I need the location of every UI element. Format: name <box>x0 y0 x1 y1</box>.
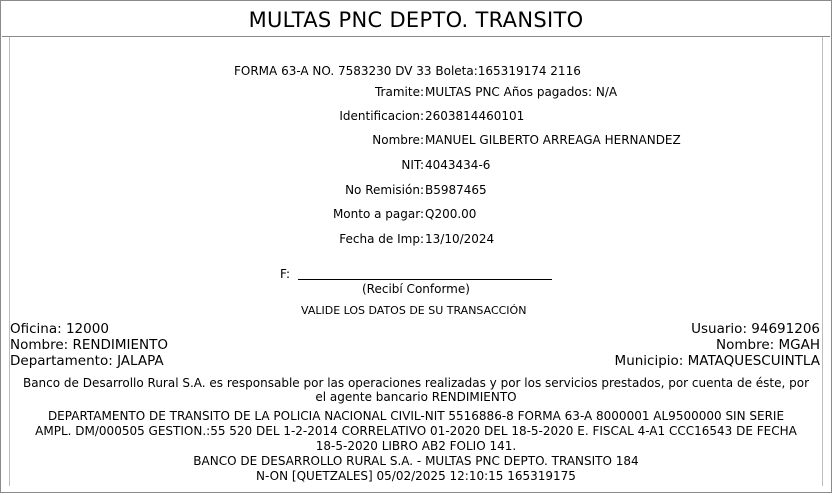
municipio: Municipio: MATAQUESCUINTLA <box>614 353 820 369</box>
signature-caption: (Recibí Conforme) <box>362 282 470 296</box>
nit-label: NIT: <box>401 158 424 172</box>
form-line: FORMA 63-A NO. 7583230 DV 33 Boleta:165319174 2116 <box>234 64 581 78</box>
fecha-imp-label: Fecha de Imp: <box>339 232 424 246</box>
nombre-label: Nombre: <box>372 133 424 147</box>
footer-line-4: BANCO DE DESARROLLO RURAL S.A. - MULTAS PNC DEPTO. TRANSITO 184 <box>193 454 639 468</box>
departamento: Departamento: JALAPA <box>10 353 164 369</box>
nombre-usuario: Nombre: MGAH <box>716 337 820 353</box>
footer-line-3: 18-5-2020 LIBRO AB2 FOLIO 141. <box>315 439 517 453</box>
validate-notice: VALIDE LOS DATOS DE SU TRANSACCIÓN <box>301 304 527 317</box>
tramite-value: MULTAS PNC Años pagados: N/A <box>425 85 618 99</box>
signature-line <box>298 279 552 280</box>
footer-line-1: DEPARTAMENTO DE TRANSITO DE LA POLICIA NACIONAL CIVIL-NIT 5516886-8 FORMA 63-A 8000001 AL9500000 SIN SERIE <box>47 409 785 423</box>
nombre-value: MANUEL GILBERTO ARREAGA HERNANDEZ <box>425 133 681 147</box>
usuario: Usuario: 94691206 <box>691 321 820 337</box>
monto-value: Q200.00 <box>425 207 477 221</box>
nombre-agente: Nombre: RENDIMIENTO <box>10 337 168 353</box>
identificacion-label: Identificacion: <box>339 109 424 123</box>
no-remision-label: No Remisión: <box>345 183 424 197</box>
receipt-title: MULTAS PNC DEPTO. TRANSITO <box>2 2 830 37</box>
disclaimer-line-2: el agente bancario RENDIMIENTO <box>315 390 517 404</box>
tramite-label: Tramite: <box>374 85 424 99</box>
identificacion-value: 2603814460101 <box>425 109 525 123</box>
disclaimer-line-1: Banco de Desarrollo Rural S.A. es responsable por las operaciones realizadas y por los servicios prestados, por cuenta de éste, por <box>22 376 810 390</box>
no-remision-value: B5987465 <box>425 183 487 197</box>
oficina: Oficina: 12000 <box>10 321 109 337</box>
footer-line-5: N-ON [QUETZALES] 05/02/2025 12:10:15 165319175 <box>256 469 576 483</box>
footer-line-2: AMPL. DM/000505 GESTION.:55 520 DEL 1-2-2014 CORRELATIVO 01-2020 DEL 18-5-2020 E. FISCAL 4-A1 CCC16543 DE FECHA <box>35 424 797 438</box>
signature-prefix: F: <box>280 267 291 281</box>
fecha-imp-value: 13/10/2024 <box>425 232 495 246</box>
nit-value: 4043434-6 <box>425 158 491 172</box>
monto-label: Monto a pagar: <box>332 207 424 221</box>
